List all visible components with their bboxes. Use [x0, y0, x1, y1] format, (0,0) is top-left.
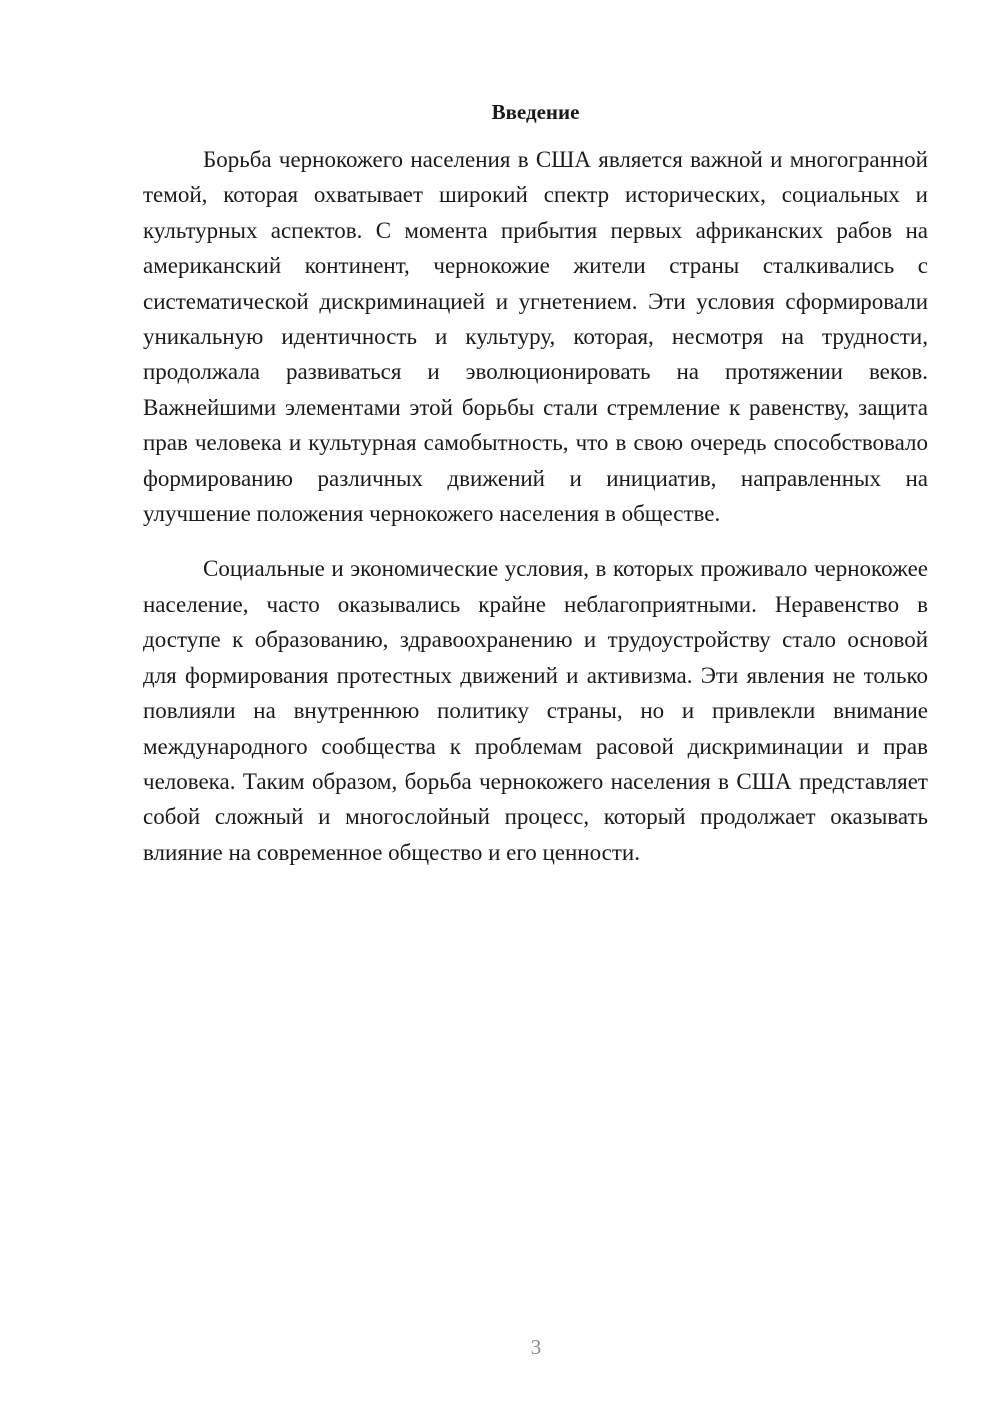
- section-title: Введение: [491, 100, 580, 124]
- paragraph: Социальные и экономические условия, в которых проживало чернокожее население, часто оказывались крайне неблагоприятными. Неравенство в доступе к образованию, здравоохранению и трудоустройству стало основой для формирования протестных движений и активизма. Эти явления не только повлияли на внутреннюю политику страны, но и привлекли внимание международного сообщества к проблемам расовой дискриминации и прав человека. Таким образом, борьба чернокожего населения в США представляет собой сложный и многослойный процесс, который продолжает оказывать влияние на современное общество и его ценности.: [143, 556, 928, 865]
- body-text: [143, 142, 928, 870]
- paragraph: Борьба чернокожего населения в США является важной и многогранной темой, которая охватывает широкий спектр исторических, социальных и культурных аспектов. С момента прибытия первых африканских рабов на американский континент, чернокожие жители страны сталкивались с систематической дискриминацией и угнетением. Эти условия сформировали уникальную идентичность и культуру, которая, несмотря на трудности, продолжала развиваться и эволюционировать на протяжении веков. Важнейшими элементами этой борьбы стали стремление к равенству, защита прав человека и культурная самобытность, что в свою очередь способствовало формированию различных движений и инициатив, направленных на улучшение положения чернокожего населения в обществе.: [143, 147, 928, 527]
- page-number: 3: [530, 1335, 542, 1359]
